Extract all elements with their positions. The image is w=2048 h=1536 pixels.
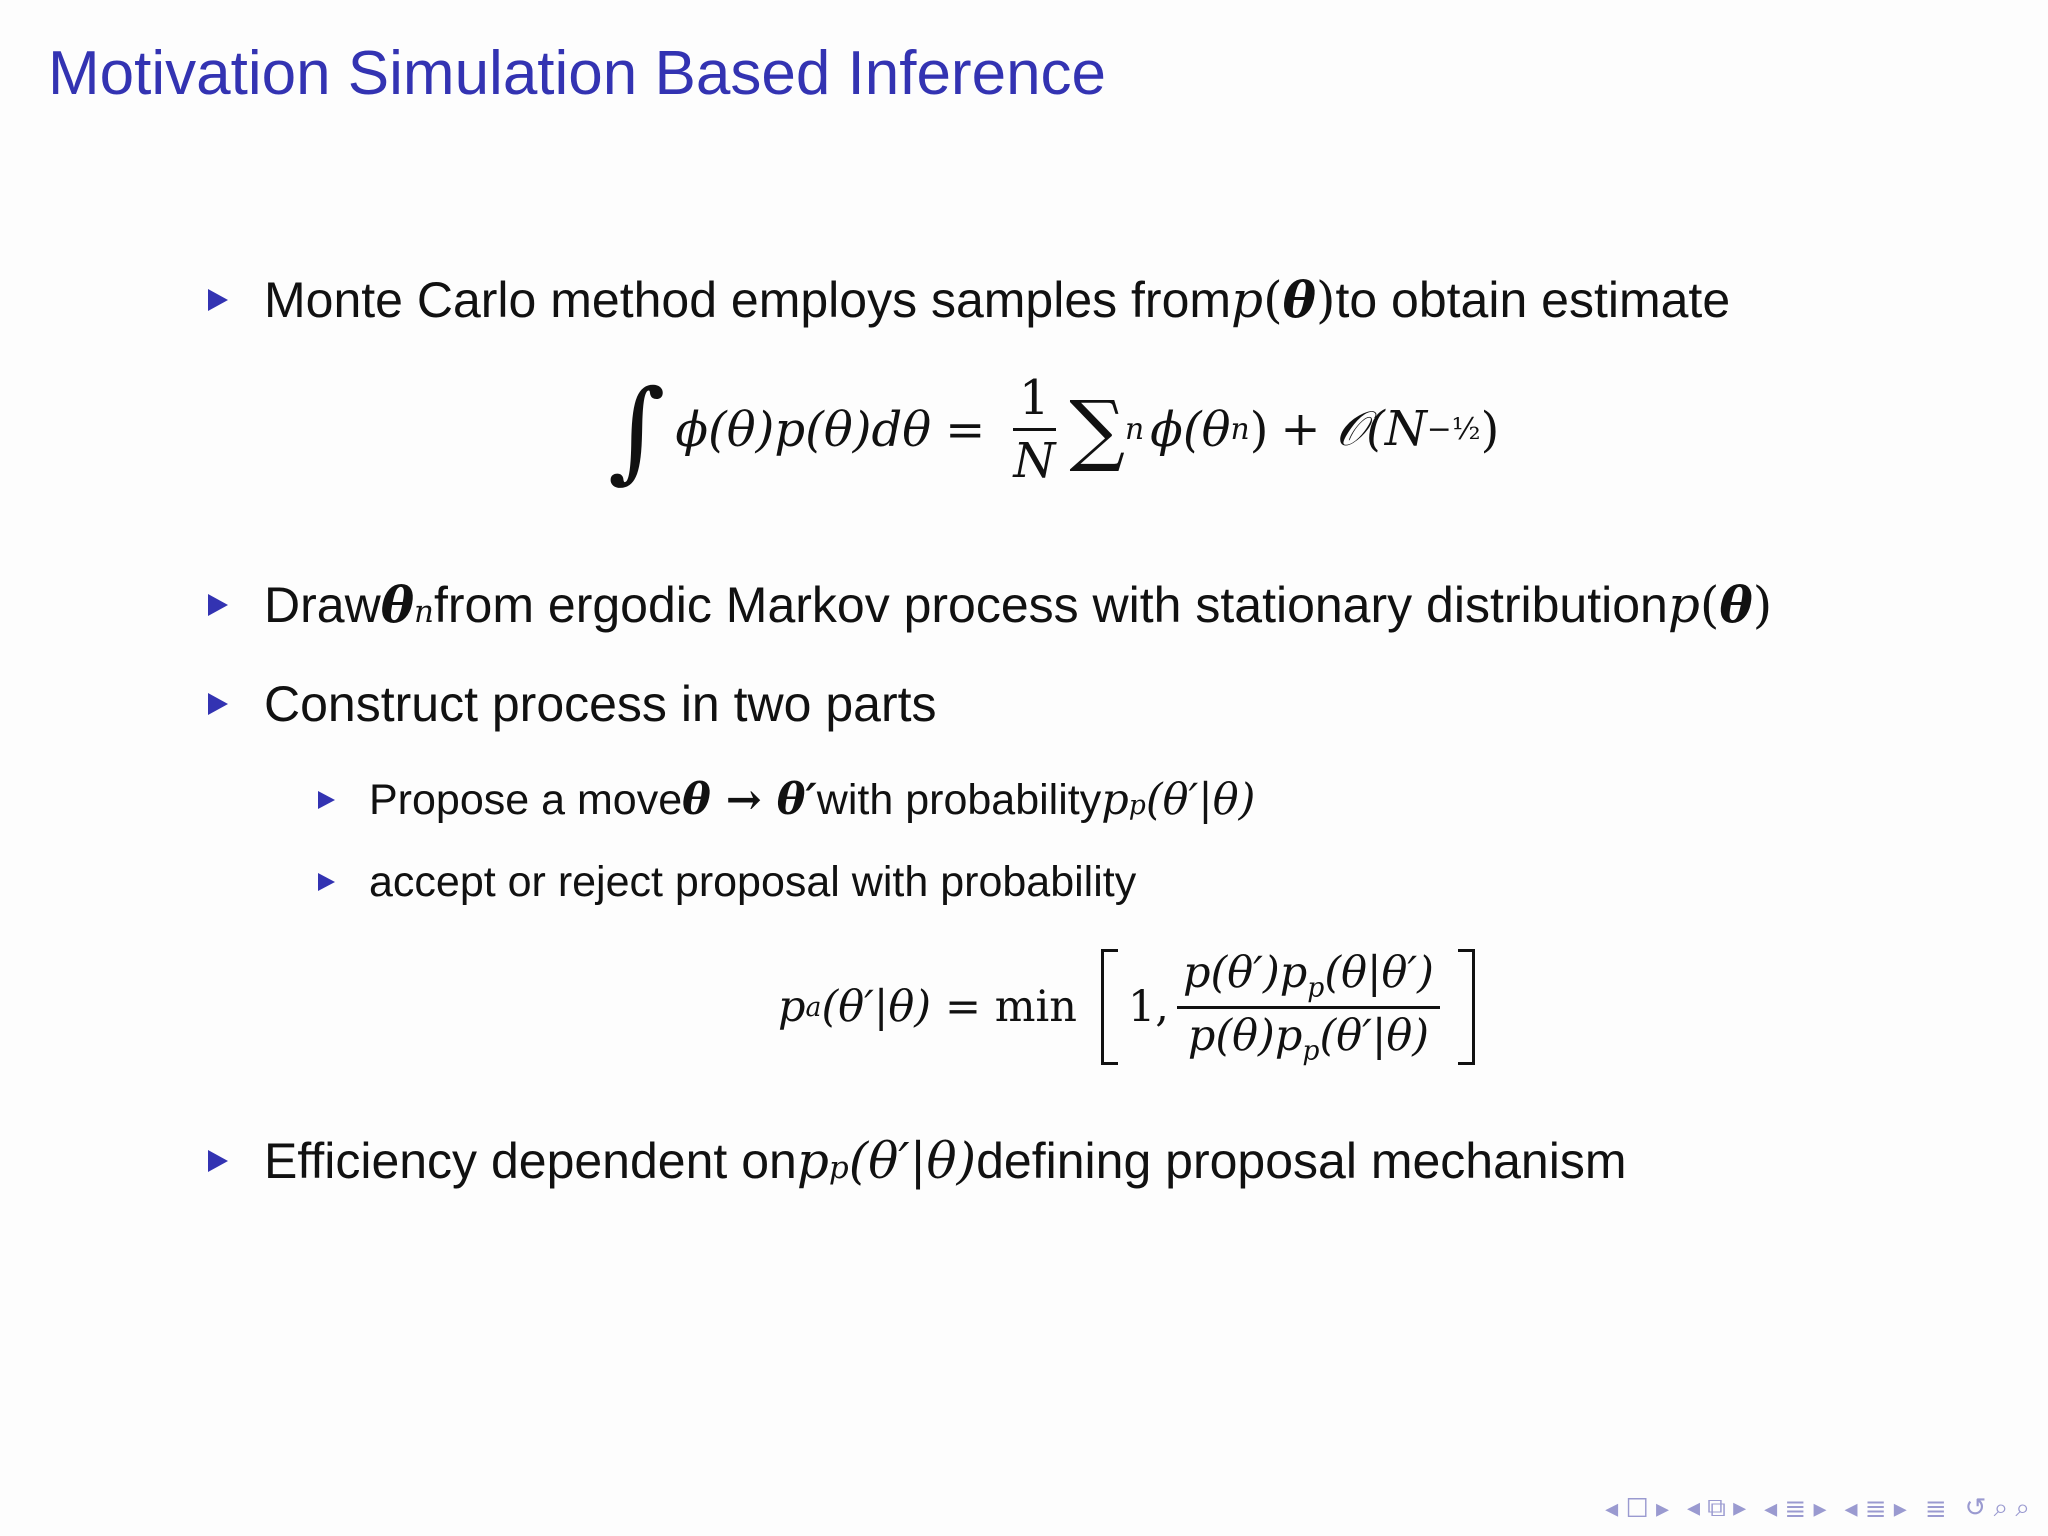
nav-zoom-icon[interactable]: ↺ ⌕ ⌕ [1964, 1492, 2030, 1522]
nav-frame-icon[interactable]: ◂ ⧉ ▸ [1687, 1492, 1747, 1522]
bullet-arrow-icon [208, 1150, 228, 1172]
left-bracket [1101, 949, 1118, 1065]
bullet-draw: Draw θ n from ergodic Markov process with stationary distribution p ( θ ) [208, 575, 1772, 634]
nav-first-icon[interactable]: ◂ ☐ ▸ [1605, 1492, 1670, 1523]
bullet-monte-carlo: Monte Carlo method employs samples from p ( θ ) to obtain estimate [208, 270, 1730, 329]
slide-title: Motivation Simulation Based Inference [48, 39, 1107, 108]
bullet-arrow-icon [208, 594, 228, 616]
summation-sign: ∑ [1069, 384, 1125, 475]
acceptance-equation: p a (θ′|θ) = min 1, $\frac{p(\theta')p_p(\theta|\theta')}{p(\theta)p_p(\theta'|\theta)}$ [778, 948, 1485, 1066]
bullet-efficiency: Efficiency dependent on p p (θ′|θ) defining proposal mechanism [208, 1132, 1626, 1190]
subbullet-accept: accept or reject proposal with probability [318, 858, 1136, 907]
bullet-arrow-icon [208, 693, 228, 715]
bullet-text: Monte Carlo method employs samples from [264, 272, 1232, 328]
integral-sign: ∫ [608, 365, 666, 494]
fraction-one-over-n: $\frac{1}{N}$ [1013, 370, 1056, 489]
bullet-arrow-icon [318, 791, 335, 809]
subbullet-propose: Propose a move θ → θ′ with probability p p (θ′|θ) [318, 775, 1255, 825]
nav-subsection-icon[interactable]: ◂ ≣ ▸ [1844, 1492, 1907, 1523]
right-bracket [1458, 949, 1475, 1065]
beamer-navigation [1605, 1492, 2030, 1524]
bullet-arrow-icon [208, 289, 228, 311]
monte-carlo-equation: ∫ ϕ(θ)p(θ)dθ = $\frac{1}{N}$ ∑ n ϕ(θ n ) + 𝒪(N −½ ) [608, 365, 1500, 494]
bullet-arrow-icon [318, 873, 335, 891]
nav-outline-icon[interactable]: ≣ [1924, 1492, 1947, 1523]
bullet-construct: Construct process in two parts [208, 675, 937, 733]
nav-section-icon[interactable]: ◂ ≣ ▸ [1764, 1492, 1827, 1523]
acceptance-ratio: $\frac{p(\theta')p_p(\theta|\theta')}{p(\theta)p_p(\theta'|\theta)}$ [1177, 948, 1440, 1066]
